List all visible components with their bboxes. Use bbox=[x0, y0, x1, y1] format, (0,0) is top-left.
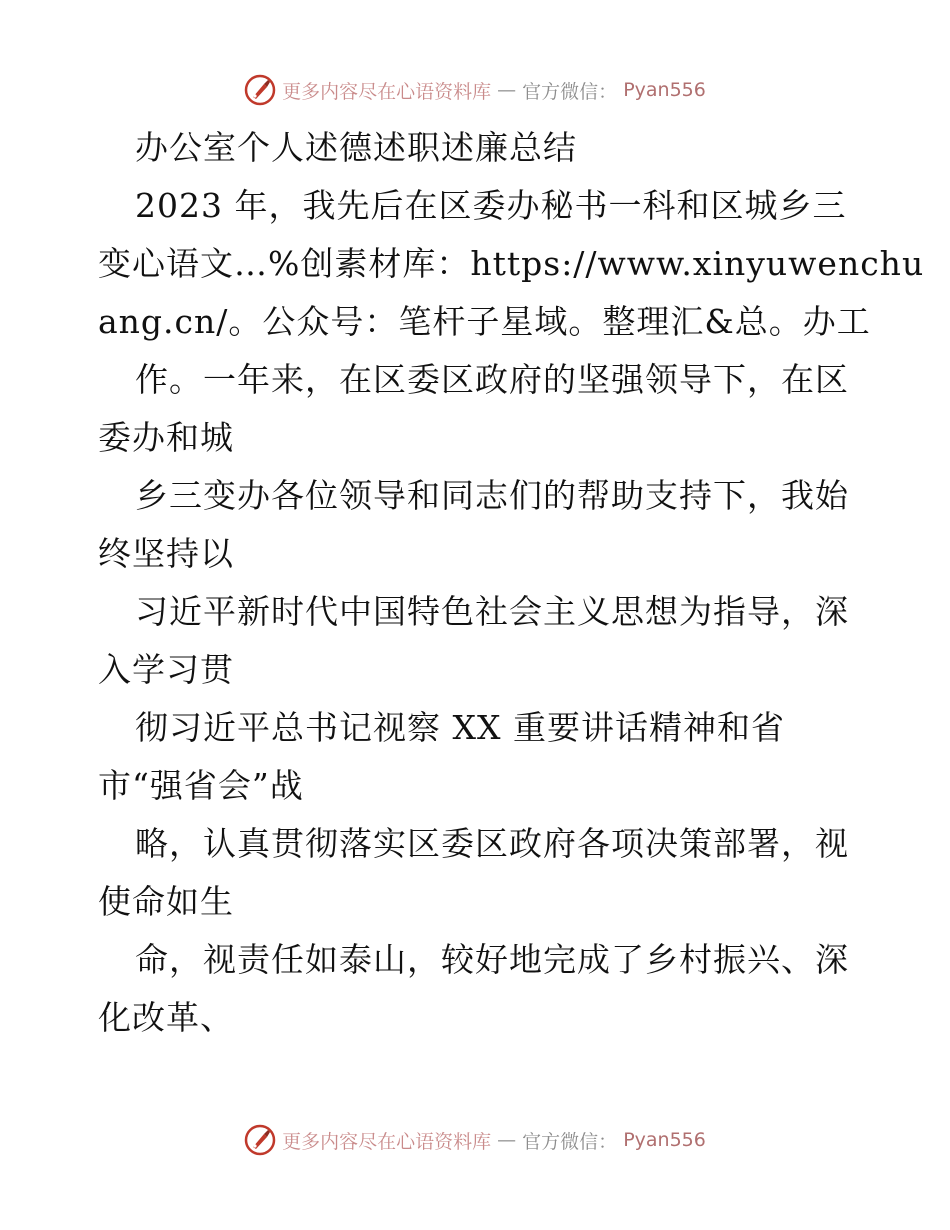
wechat-label: 官方微信： bbox=[522, 80, 618, 103]
wechat-id: Pyan556 bbox=[623, 1129, 706, 1151]
fountain-pen-icon bbox=[244, 1124, 276, 1156]
footer-banner bbox=[0, 1120, 950, 1160]
paragraph-line: 乡三变办各位领导和同志们的帮助支持下，我始 bbox=[135, 476, 849, 515]
banner-separator: — bbox=[497, 79, 517, 101]
paragraph-line: 习近平新时代中国特色社会主义思想为指导，深 bbox=[135, 592, 849, 631]
paragraph-line: 入学习贯 bbox=[98, 650, 234, 689]
wechat-id: Pyan556 bbox=[623, 79, 706, 101]
paragraph-line: 命，视责任如泰山，较好地完成了乡村振兴、深 bbox=[135, 940, 849, 979]
paragraph-line: 略，认真贯彻落实区委区政府各项决策部署，视 bbox=[135, 824, 849, 863]
paragraph-line: 委办和城 bbox=[98, 418, 234, 457]
paragraph-line: 终坚持以 bbox=[98, 534, 234, 573]
paragraph-line: 化改革、 bbox=[98, 998, 234, 1037]
fountain-pen-icon bbox=[244, 74, 276, 106]
paragraph-line: 使命如生 bbox=[98, 882, 234, 921]
paragraph-line: 2023 年，我先后在区委办秘书一科和区城乡三 bbox=[135, 186, 847, 225]
banner-text: 更多内容尽在心语资料库 bbox=[282, 1130, 492, 1153]
wechat-label: 官方微信： bbox=[522, 1130, 618, 1153]
paragraph-line: 作。一年来，在区委区政府的坚强领导下，在区 bbox=[135, 360, 849, 399]
header-banner bbox=[0, 70, 950, 110]
paragraph-line: ang.cn/。公众号：笔杆子星域。整理汇&总。办工 bbox=[98, 302, 871, 341]
banner-text: 更多内容尽在心语资料库 bbox=[282, 80, 492, 103]
paragraph-line: 彻习近平总书记视察 XX 重要讲话精神和省 bbox=[135, 708, 785, 747]
paragraph-line: 变心语文…%创素材库：https://www.xinyuwenchu bbox=[98, 244, 925, 283]
banner-separator: — bbox=[497, 1129, 517, 1151]
paragraph-line: 市“强省会”战 bbox=[98, 766, 304, 805]
document-title: 办公室个人述德述职述廉总结 bbox=[135, 128, 577, 167]
